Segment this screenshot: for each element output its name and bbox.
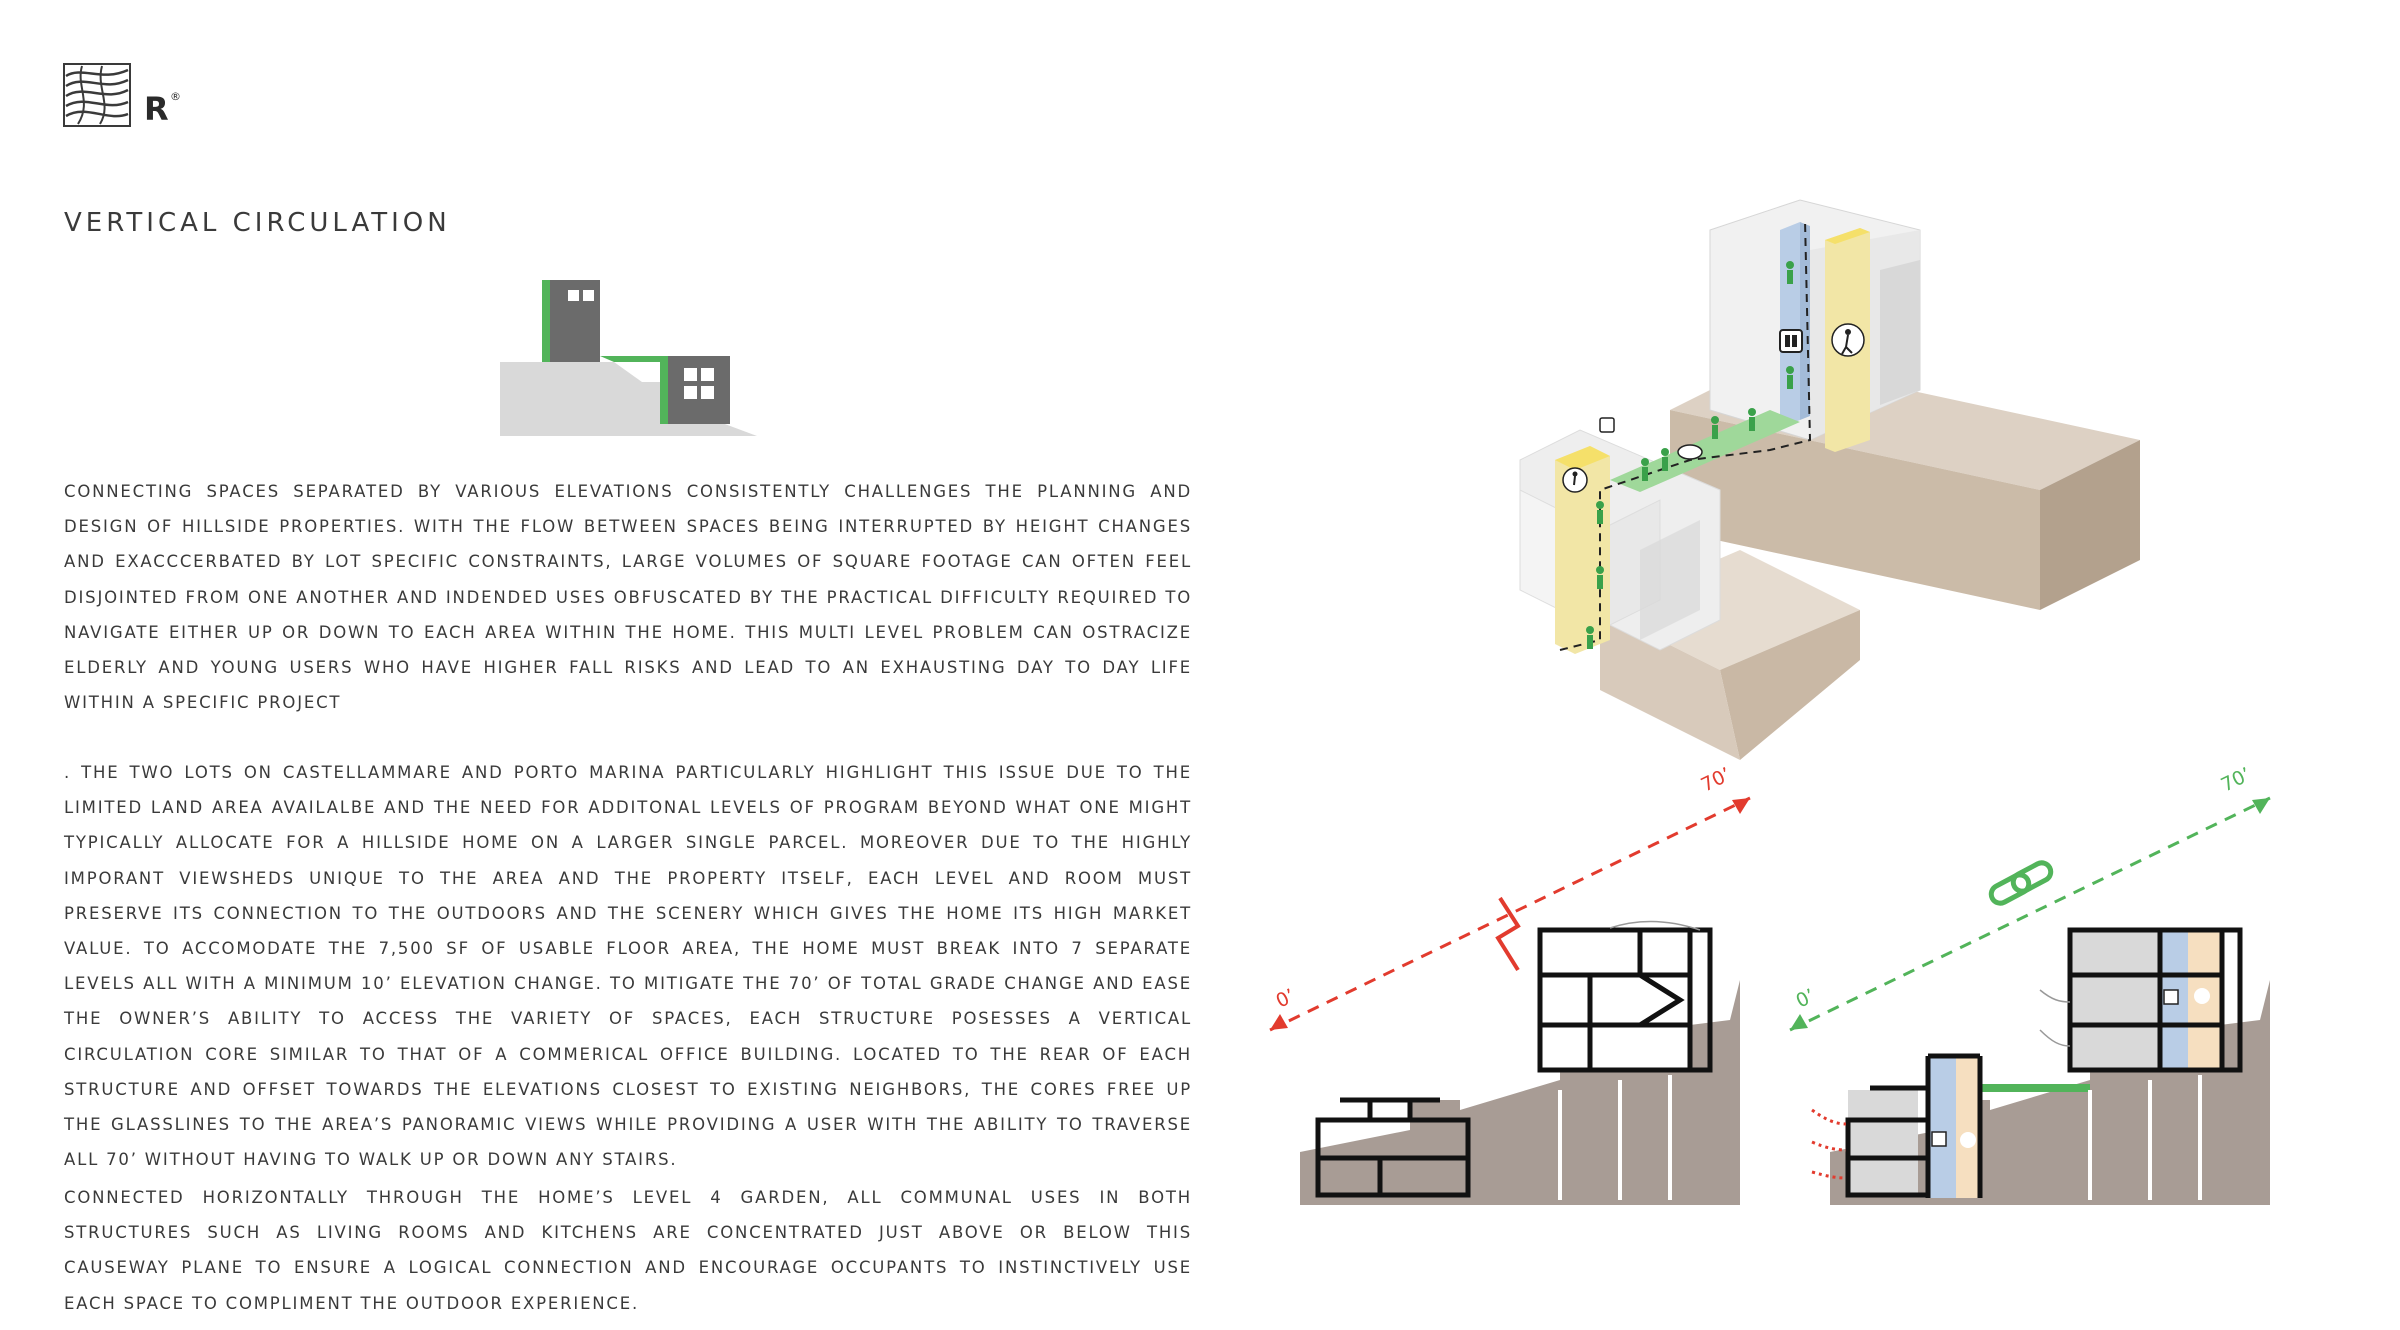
- section-right: [1790, 763, 2270, 1205]
- elevator-icon: [1600, 418, 1614, 432]
- label-70ft-right: 70’: [2217, 763, 2255, 797]
- ground-left: [1300, 980, 1740, 1205]
- logo-mark-icon: [62, 62, 134, 132]
- registered-mark: ®: [170, 90, 181, 103]
- logo: [62, 62, 192, 132]
- blue-elevator-core: [1780, 222, 1800, 428]
- label-70ft-left: 70’: [1697, 763, 1735, 797]
- section-left: [1270, 763, 1750, 1205]
- logo-letter: R: [144, 90, 169, 128]
- upper-structure-right: [2070, 930, 2240, 1070]
- lower-building-green-edge: [660, 356, 668, 424]
- person-walking-icon: [1832, 324, 1864, 356]
- green-causeway-section: [1980, 1084, 2090, 1092]
- link-icon: [1678, 445, 1702, 459]
- link-icon: [1988, 860, 2054, 907]
- paragraph-1: CONNECTING SPACES SEPARATED BY VARIOUS ELEVATIONS CONSISTENTLY CHALLENGES THE PLANNING AND DESIGN OF HILLSIDE PROPERTIES. WITH THE FLOW BETWEEN SPACES BEING INTERRUPTED BY HEIGHT CHANGES AND EXACCCERBATED BY LOT SPECIFIC CONSTRAINTS, LARGE VOLUMES OF SQUARE FOOTAGE CAN OFTEN FEEL DISJOINTED FROM ONE ANOTHER AND INDENDED USES OBFUSCATED BY THE PRACTICAL DIFFICULTY REQUIRED TO NAVIGATE EITHER UP OR DOWN TO EACH AREA WITHIN THE HOME. THIS MULTI LEVEL PROBLEM CAN OSTRACIZE ELDERLY AND YOUNG USERS WHO HAVE HIGHER FALL RISKS AND LEAD TO AN EXHAUSTING DAY TO DAY LIFE WITHIN A SPECIFIC PROJECT: [64, 482, 1192, 713]
- lower-structure-right: [1848, 1056, 1980, 1198]
- isometric-circulation-diagram: [1440, 190, 2160, 770]
- upper-building-green-edge: [542, 280, 550, 362]
- label-0ft-left: 0’: [1272, 984, 1299, 1013]
- broken-link-icon: [1498, 898, 1518, 970]
- garden-connection: [600, 356, 660, 362]
- elevator-icon: [1780, 330, 1802, 352]
- person-walking-icon: [1563, 468, 1587, 492]
- section-diagrams: [1260, 763, 2300, 1220]
- page-title: VERTICAL CIRCULATION: [64, 208, 451, 238]
- paragraph-2: . THE TWO LOTS ON CASTELLAMMARE AND PORTO MARINA PARTICULARLY HIGHLIGHT THIS ISSUE DUE TO THE LIMITED LAND AREA AVAILALBE AND THE NEED FOR ADDITONAL LEVELS OF PROGRAM BEYOND WHAT ONE MIGHT TYPICALLY ALLOCATE FOR A HILLSIDE HOME ON A LARGER SINGLE PARCEL. MOREOVER DUE TO THE HIGHLY IMPORANT VIEWSHEDS UNIQUE TO THE AREA AND THE PROPERTY ITSELF, EACH LEVEL AND ROOM MUST PRESERVE ITS CONNECTION TO THE OUTDOORS AND THE SCENERY WHICH GIVES THE HOME ITS HIGH MARKET VALUE. TO ACCOMODATE THE 7,500 SF OF USABLE FLOOR AREA, THE HOME MUST BREAK INTO 7 SEPARATE LEVELS ALL WITH A MINIMUM 10’ ELEVATION CHANGE. TO MITIGATE THE 70’ OF TOTAL GRADE CHANGE AND EASE THE OWNER’S ABILITY TO ACCESS THE VARIETY OF SPACES, EACH STRUCTURE POSESSES A VERTICAL CIRCULATION CORE SIMILAR TO THAT OF A COMMERICAL OFFICE BUILDING. LOCATED TO THE REAR OF EACH STRUCTURE AND OFFSET TOWARDS THE ELEVATIONS CLOSEST TO EXISTING NEIGHBORS, THE CORES FREE UP THE GLASSLINES TO THE AREA’S PANORAMIC VIEWS WHILE PROVIDING A USER WITH THE ABILITY TO TRAVERSE ALL 70’ WITHOUT HAVING TO WALK UP OR DOWN ANY STAIRS.: [64, 763, 1192, 1170]
- hillside-connection-diagram: [492, 270, 752, 440]
- upper-structure-left: [1540, 930, 1710, 1070]
- label-0ft-right: 0’: [1792, 984, 1819, 1013]
- paragraph-3: CONNECTED HORIZONTALLY THROUGH THE HOME’S LEVEL 4 GARDEN, ALL COMMUNAL USES IN BOTH STRUCTURES SUCH AS LIVING ROOMS AND KITCHENS ARE CONCENTRATED JUST ABOVE OR BELOW THIS CAUSEWAY PLANE TO ENSURE A LOGICAL CONNECTION AND ENCOURAGE OCCUPANTS TO INSTINCTIVELY USE EACH SPACE TO COMPLIMENT THE OUTDOOR EXPERIENCE.: [64, 1188, 1192, 1313]
